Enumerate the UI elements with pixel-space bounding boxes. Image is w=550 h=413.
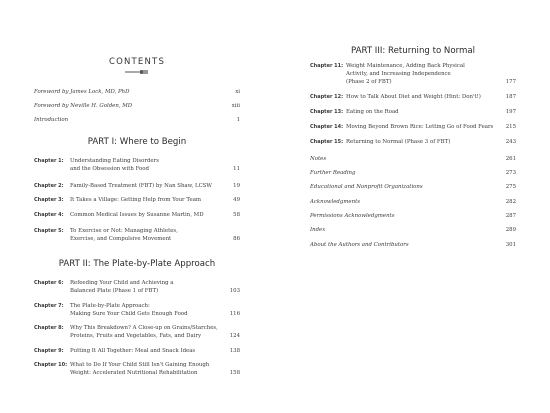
toc-chapter-15[interactable]: Chapter 15: Returning to Normal (Phase 3 of FBT) 243 (310, 139, 516, 145)
toc-chapter-9[interactable]: Chapter 9: Putting It All Together: Meal and Snack Ideas 138 (34, 348, 240, 354)
toc-chapter-11[interactable]: Chapter 11: Weight Maintenance, Adding Back Physical Activity, and Increasing Independence (Phase 2 of FBT) 177 (310, 63, 516, 85)
toc-chapter-10[interactable]: Chapter 10: What to Do If Your Child Still Isn't Gaining Enough Weight: Accelerated Nutritional Rehabilitation 158 (34, 362, 240, 376)
part-heading: PART II: The Plate-by-Plate Approach (58, 259, 216, 269)
toc-entry-about-authors[interactable]: About the Authors and Contributors 301 (310, 242, 516, 248)
toc-entry-acknowledgments[interactable]: Acknowledgments 282 (310, 199, 516, 205)
toc-chapter-5[interactable]: Chapter 5: To Exercise or Not: Managing Athletes, Exercise, and Compulsive Movement 86 (34, 228, 240, 242)
toc-entry-front-2[interactable]: Foreword by Neville H. Golden, MD xiii (34, 103, 240, 109)
toc-chapter-14[interactable]: Chapter 14: Moving Beyond Brown Rice: Letting Go of Food Fears 215 (310, 124, 516, 130)
toc-entry-index[interactable]: Index 289 (310, 227, 516, 233)
toc-chapter-1[interactable]: Chapter 1: Understanding Eating Disorders and the Obsession with Food 11 (34, 158, 240, 172)
part-heading: PART III: Returning to Normal (350, 46, 476, 56)
toc-chapter-4[interactable]: Chapter 4: Common Medical Issues by Susanne Martin, MD 58 (34, 212, 240, 218)
part-heading: PART I: Where to Begin (87, 137, 187, 147)
toc-entry-further-reading[interactable]: Further Reading 273 (310, 170, 516, 176)
toc-chapter-12[interactable]: Chapter 12: How to Talk About Diet and Weight (Hint: Don't!) 187 (310, 94, 516, 100)
toc-entry-notes[interactable]: Notes 261 (310, 156, 516, 162)
toc-entry-organizations[interactable]: Educational and Nonprofit Organizations 275 (310, 184, 516, 190)
toc-chapter-3[interactable]: Chapter 3: It Takes a Village: Getting Help from Your Team 49 (34, 197, 240, 203)
toc-entry-introduction[interactable]: Introduction 1 (34, 117, 240, 123)
toc-chapter-8[interactable]: Chapter 8: Why This Breakdown? A Close-up on Grains/Starches, Proteins, Fruits and Vegetables, Fats, and Dairy 124 (34, 325, 240, 339)
right-page (275, 0, 550, 413)
toc-chapter-2[interactable]: Chapter 2: Family-Based Treatment (FBT) by Nan Shaw, LCSW 19 (34, 183, 240, 189)
contents-title: CONTENTS (108, 57, 166, 67)
toc-chapter-7[interactable]: Chapter 7: The Plate-by-Plate Approach: Making Sure Your Child Gets Enough Food 116 (34, 303, 240, 317)
contents-heading (34, 57, 240, 75)
fork-icon (125, 69, 149, 75)
toc-chapter-13[interactable]: Chapter 13: Eating on the Road 197 (310, 109, 516, 115)
toc-entry-permissions[interactable]: Permissions Acknowledgments 287 (310, 213, 516, 219)
toc-entry-front-1[interactable]: Foreword by James Lock, MD, PhD xi (34, 89, 240, 95)
toc-chapter-6[interactable]: Chapter 6: Refeeding Your Child and Achieving a Balanced Plate (Phase 1 of FBT) 103 (34, 280, 240, 294)
